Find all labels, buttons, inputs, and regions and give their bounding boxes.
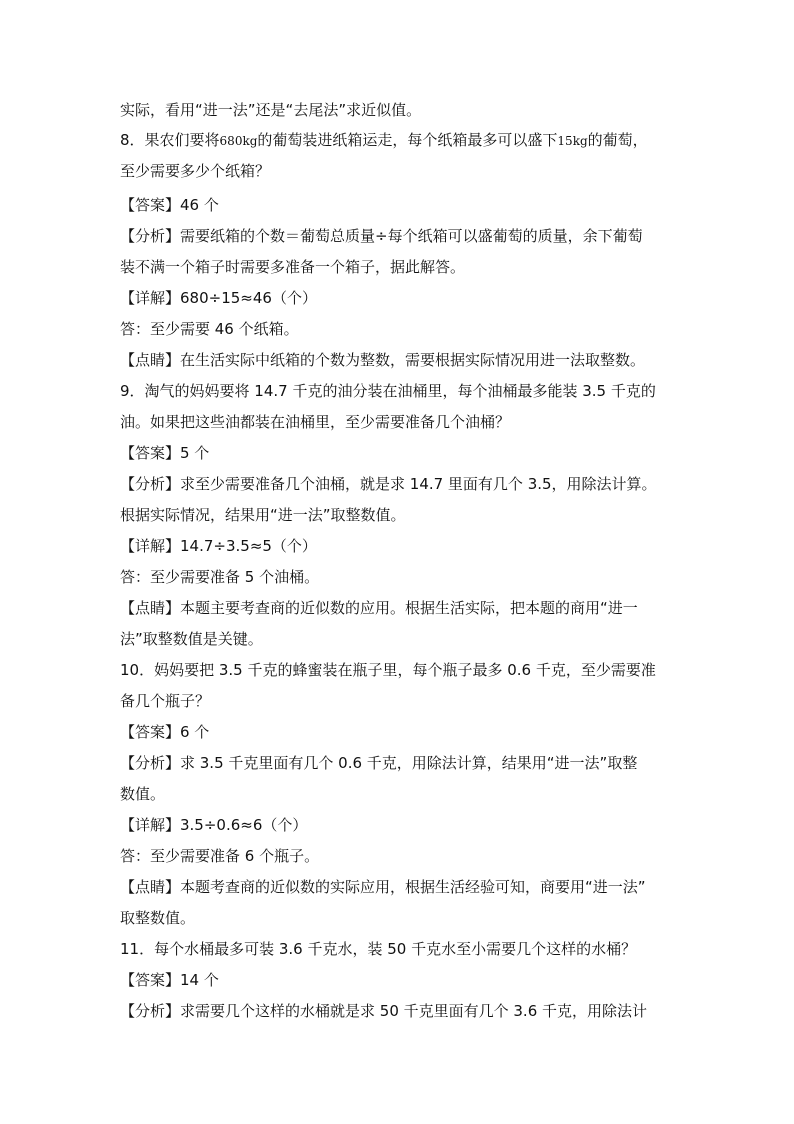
comment-8: 【点睛】在生活实际中纸箱的个数为整数，需要根据实际情况用进一法取整数。	[120, 351, 646, 369]
analysis-10-line-2: 数值。	[120, 785, 166, 803]
answer-11: 【答案】14 个	[120, 971, 219, 989]
answer-8: 【答案】46 个	[120, 196, 219, 214]
question-8-line-2: 至少需要多少个纸箱？	[120, 162, 271, 180]
detail-10: 【详解】3.5÷0.6≈6（个）	[120, 816, 308, 834]
comment-10-line-2: 取整数值。	[120, 909, 196, 927]
question-9-line-1: 9．淘气的妈妈要将 14.7 千克的油分装在油桶里，每个油桶最多能装 3.5 千克的	[120, 382, 656, 400]
comment-9-line-2: 法”取整数值是关键。	[120, 630, 263, 648]
answer-10: 【答案】6 个	[120, 723, 210, 741]
analysis-10-line-1: 【分析】求 3.5 千克里面有几个 0.6 千克，用除法计算，结果用“进一法”取整	[120, 754, 638, 772]
analysis-9-line-2: 根据实际情况，结果用“进一法”取整数值。	[120, 506, 406, 524]
analysis-8-line-1: 【分析】需要纸箱的个数＝葡萄总质量÷每个纸箱可以盛葡萄的质量，余下葡萄	[120, 227, 643, 245]
analysis-9-line-1: 【分析】求至少需要准备几个油桶，就是求 14.7 里面有几个 3.5，用除法计算。	[120, 475, 657, 493]
reply-9: 答：至少需要准备 5 个油桶。	[120, 568, 320, 586]
reply-10: 答：至少需要准备 6 个瓶子。	[120, 847, 320, 865]
box-capacity-mass: 15kg	[557, 134, 588, 148]
comment-10-line-1: 【点睛】本题考查商的近似数的实际应用，根据生活经验可知，商要用“进一法”	[120, 878, 646, 896]
comment-9-line-1: 【点睛】本题主要考查商的近似数的应用。根据生活实际，把本题的商用“进一	[120, 599, 638, 617]
text-line-1: 实际，看用“进一法”还是“去尾法”求近似值。	[120, 101, 422, 119]
reply-8: 答：至少需要 46 个纸箱。	[120, 320, 299, 338]
question-8-suffix: 的葡萄，	[587, 131, 648, 149]
question-11: 11．每个水桶最多可装 3.6 千克水，装 50 千克水至小需要几个这样的水桶？	[120, 940, 637, 958]
question-8-line-1	[120, 130, 680, 151]
analysis-8-line-2: 装不满一个箱子时需要多准备一个箱子，据此解答。	[120, 258, 466, 276]
question-8-middle: 的葡萄装进纸箱运走，每个纸箱最多可以盛下	[257, 131, 558, 149]
question-10-line-1: 10．妈妈要把 3.5 千克的蜂蜜装在瓶子里，每个瓶子最多 0.6 千克，至少需要准	[120, 661, 656, 679]
detail-8: 【详解】680÷15≈46（个）	[120, 289, 317, 307]
question-8-prefix: 8．果农们要将	[120, 131, 220, 149]
question-10-line-2: 备几个瓶子？	[120, 692, 211, 710]
answer-9: 【答案】5 个	[120, 444, 210, 462]
question-9-line-2: 油。如果把这些油都装在油桶里，至少需要准备几个油桶？	[120, 413, 511, 431]
grape-total-mass: 680kg	[219, 134, 258, 148]
analysis-11-line-1: 【分析】求需要几个这样的水桶就是求 50 千克里面有几个 3.6 千克，用除法计	[120, 1002, 648, 1020]
detail-9: 【详解】14.7÷3.5≈5（个）	[120, 537, 317, 555]
